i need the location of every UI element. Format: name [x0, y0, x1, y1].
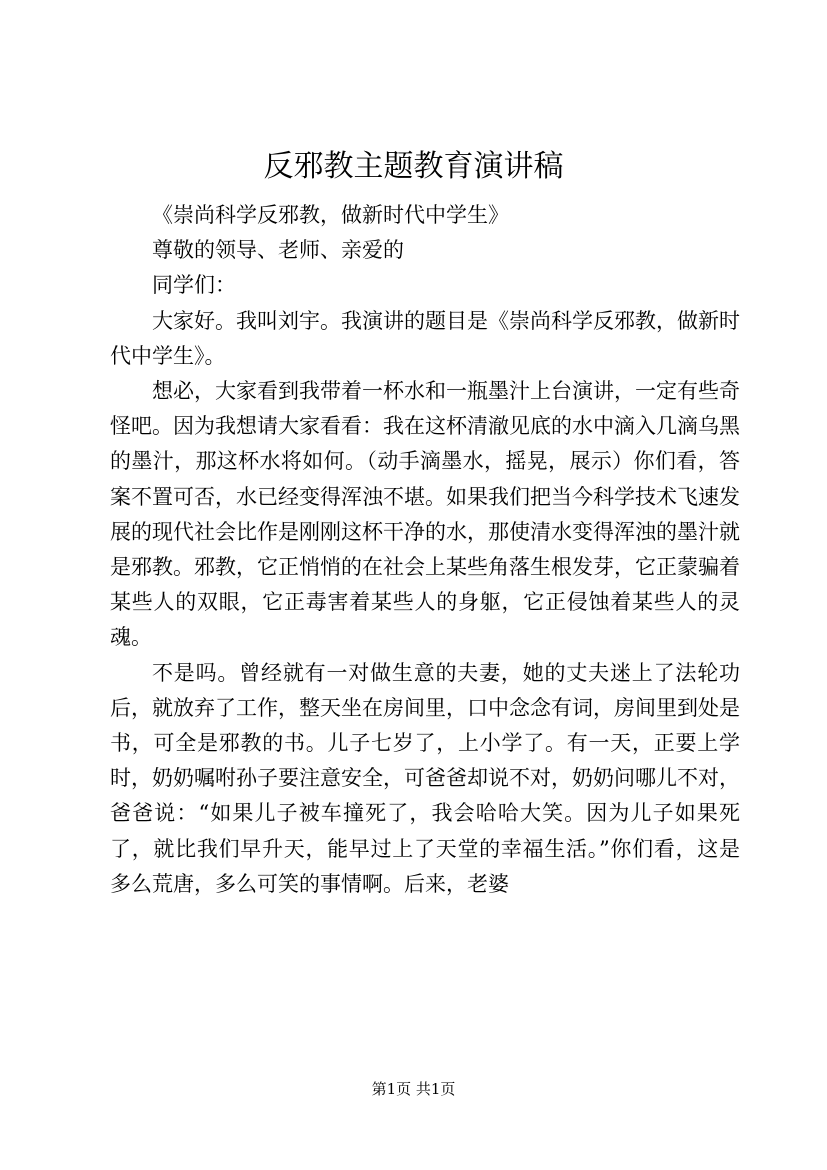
- salutation-line-2: 同学们：: [152, 273, 236, 298]
- body-paragraph: 不是吗。曾经就有一对做生意的夫妻，她的丈夫迷上了法轮功后，就放弃了工作，整天坐在房间里，口中念念有词，房间里到处是书，可全是邪教的书。儿子七岁了，上小学了。有一天，正要上学时，奶奶嘱咐孙子要注意安全，可爸爸却说不对，奶奶问哪儿不对，爸爸说：“如果儿子被车撞死了，我会哈哈大笑。因为儿子如果死了，就比我们早升天，能早过上了天堂的幸福生活。”你们看，这是多么荒唐，多么可笑的事情啊。后来，老婆: [110, 660, 740, 896]
- salutation-line-1: 尊敬的领导、老师、亲爱的: [152, 238, 404, 263]
- page-footer: 第1页 共1页: [371, 1080, 456, 1098]
- body-paragraph: 大家好。我叫刘宇。我演讲的题目是《崇尚科学反邪教，做新时代中学生》。: [110, 308, 740, 368]
- speech-subtitle: 《崇尚科学反邪教，做新时代中学生》: [152, 203, 509, 227]
- document-title: 反邪教主题教育演讲稿: [263, 149, 564, 184]
- body-paragraph: 想必，大家看到我带着一杯水和一瓶墨汁上台演讲，一定有些奇怪吧。因为我想请大家看看：我在这杯清澈见底的水中滴入几滴乌黑的墨汁，那这杯水将如何。（动手滴墨水，摇晃，展示）你们看，答案不置可否，水已经变得浑浊不堪。如果我们把当今科学技术飞速发展的现代社会比作是刚刚这杯干净的水，那使清水变得浑浊的墨汁就是邪教。邪教，它正悄悄的在社会上某些角落生根发芽，它正蒙骗着某些人的双眼，它正毒害着某些人的身躯，它正侵蚀着某些人的灵魂。: [110, 379, 740, 650]
- document-body: [110, 198, 740, 902]
